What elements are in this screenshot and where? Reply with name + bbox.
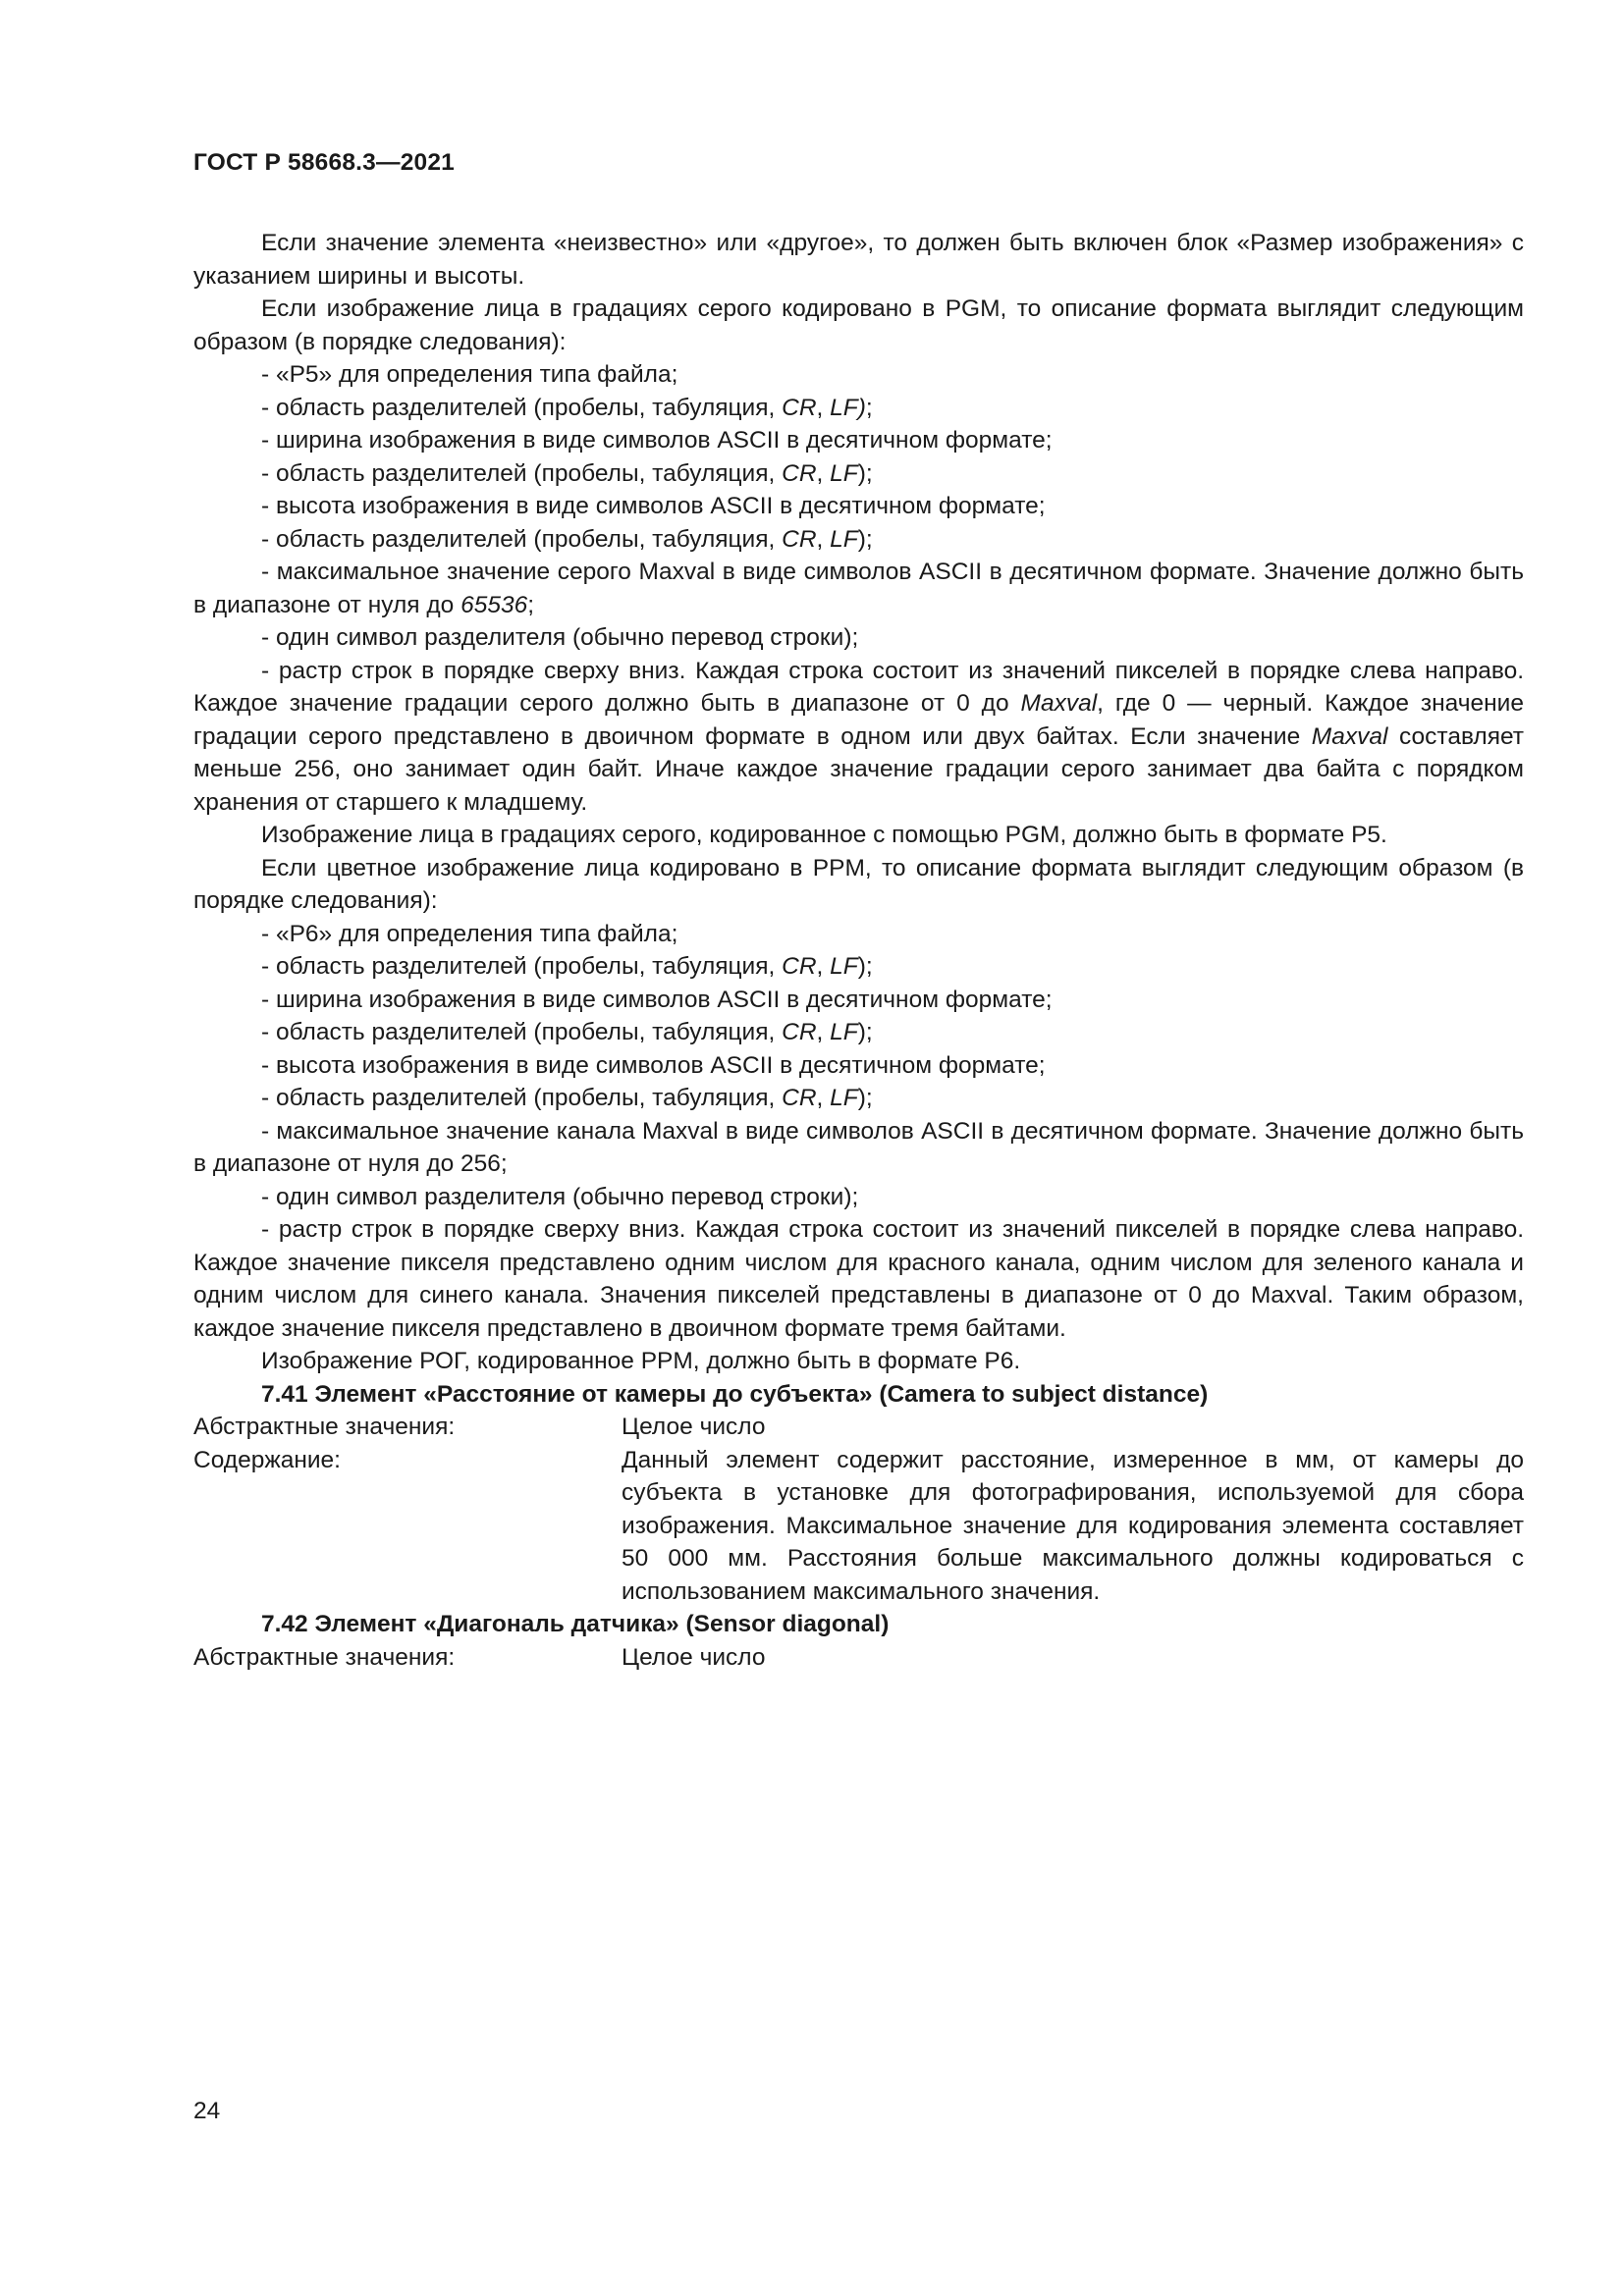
list-item: - область разделителей (пробелы, табуляция, CR, LF); <box>261 1019 873 1045</box>
list-item: - высота изображения в виде символов ASCII в десятичном формате; <box>261 493 1046 519</box>
field-value: Целое число <box>622 1414 766 1440</box>
section-heading-7-42: 7.42 Элемент «Диагональ датчика» (Sensor diagonal) <box>261 1611 890 1637</box>
paragraph: Изображение РОГ, кодированное PPM, должно быть в формате P6. <box>261 1348 1021 1374</box>
document-header: ГОСТ Р 58668.3—2021 <box>193 149 455 176</box>
field-label: Абстрактные значения: <box>193 1414 456 1440</box>
section-heading-7-41: 7.41 Элемент «Расстояние от камеры до субъекта» (Camera to subject distance) <box>261 1380 1209 1408</box>
list-item: - ширина изображения в виде символов ASCII в десятичном формате; <box>261 427 1053 454</box>
list-item: - один символ разделителя (обычно перевод строки); <box>261 1183 859 1210</box>
field-label: Содержание: <box>193 1446 341 1473</box>
field-label: Абстрактные значения: <box>193 1643 456 1671</box>
list-item: - «P6» для определения типа файла; <box>261 920 678 947</box>
page-number: 24 <box>193 2098 221 2124</box>
list-item: - один символ разделителя (обычно перевод строки); <box>261 624 859 651</box>
list-item: - высота изображения в виде символов ASCII в десятичном формате; <box>261 1051 1046 1079</box>
list-item: - область разделителей (пробелы, табуляция, CR, LF); <box>261 525 873 553</box>
document-body <box>193 227 1524 1674</box>
list-item: - максимальное значение канала Maxval в виде символов ASCII в десятичном формате. Значение должно быть в диапазоне от нуля до 256; <box>193 1117 1524 1177</box>
list-item: - «P5» для определения типа файла; <box>261 361 678 388</box>
field-value: Данный элемент содержит расстояние, измеренное в мм, от камеры до субъекта в установке для фотографирования, используемой для сбора изображения. Максимальное значение для кодирования элемента составляет 50 000 мм. Расстояния больше максимального должны кодироваться с использованием максимального значения. <box>622 1446 1524 1605</box>
list-item: - область разделителей (пробелы, табуляция, CR, LF); <box>261 1085 873 1111</box>
list-item: - область разделителей (пробелы, табуляция, CR, LF); <box>261 459 873 487</box>
field-abstract-values <box>193 1411 1524 1444</box>
paragraph: Если значение элемента «неизвестно» или «другое», то должен быть включен блок «Размер изображения» с указанием ширины и высоты. <box>193 230 1524 290</box>
field-abstract-values <box>193 1641 1524 1675</box>
list-item: - область разделителей (пробелы, табуляция, CR, LF); <box>261 394 873 421</box>
paragraph: Изображение лица в градациях серого, кодированное с помощью PGM, должно быть в формате P5. <box>261 822 1387 848</box>
list-item: - максимальное значение серого Maxval в виде символов ASCII в десятичном формате. Значение должно быть в диапазоне от нуля до 65536; <box>193 559 1524 618</box>
list-item: - растр строк в порядке сверху вниз. Каждая строка состоит из значений пикселей в порядке слева направо. Каждое значение градации серого должно быть в диапазоне от 0 до Maxval, где 0 — черный. Каждое значение градации серого представлено в двоичном формате в одном или двух байтах. Если значение Maxval составляет меньше 256, оно занимает один байт. Иначе каждое значение градации серого занимает два байта с порядком хранения от старшего к младшему. <box>193 657 1524 816</box>
field-content <box>193 1444 1524 1609</box>
field-value: Целое число <box>622 1643 766 1671</box>
list-item: - область разделителей (пробелы, табуляция, CR, LF); <box>261 953 873 980</box>
paragraph: Если изображение лица в градациях серого кодировано в PGM, то описание формата выглядит следующим образом (в порядке следования): <box>193 295 1524 355</box>
paragraph: Если цветное изображение лица кодировано в PPM, то описание формата выглядит следующим образом (в порядке следования): <box>193 854 1524 914</box>
list-item: - ширина изображения в виде символов ASCII в десятичном формате; <box>261 986 1053 1013</box>
list-item: - растр строк в порядке сверху вниз. Каждая строка состоит из значений пикселей в порядке слева направо. Каждое значение пикселя представлено одним числом для красного канала, одним числом для зеленого канала и одним числом для синего канала. Значения пикселей представлены в диапазоне от 0 до Maxval. Таким образом, каждое значение пикселя представлено в двоичном формате тремя байтами. <box>193 1216 1524 1342</box>
